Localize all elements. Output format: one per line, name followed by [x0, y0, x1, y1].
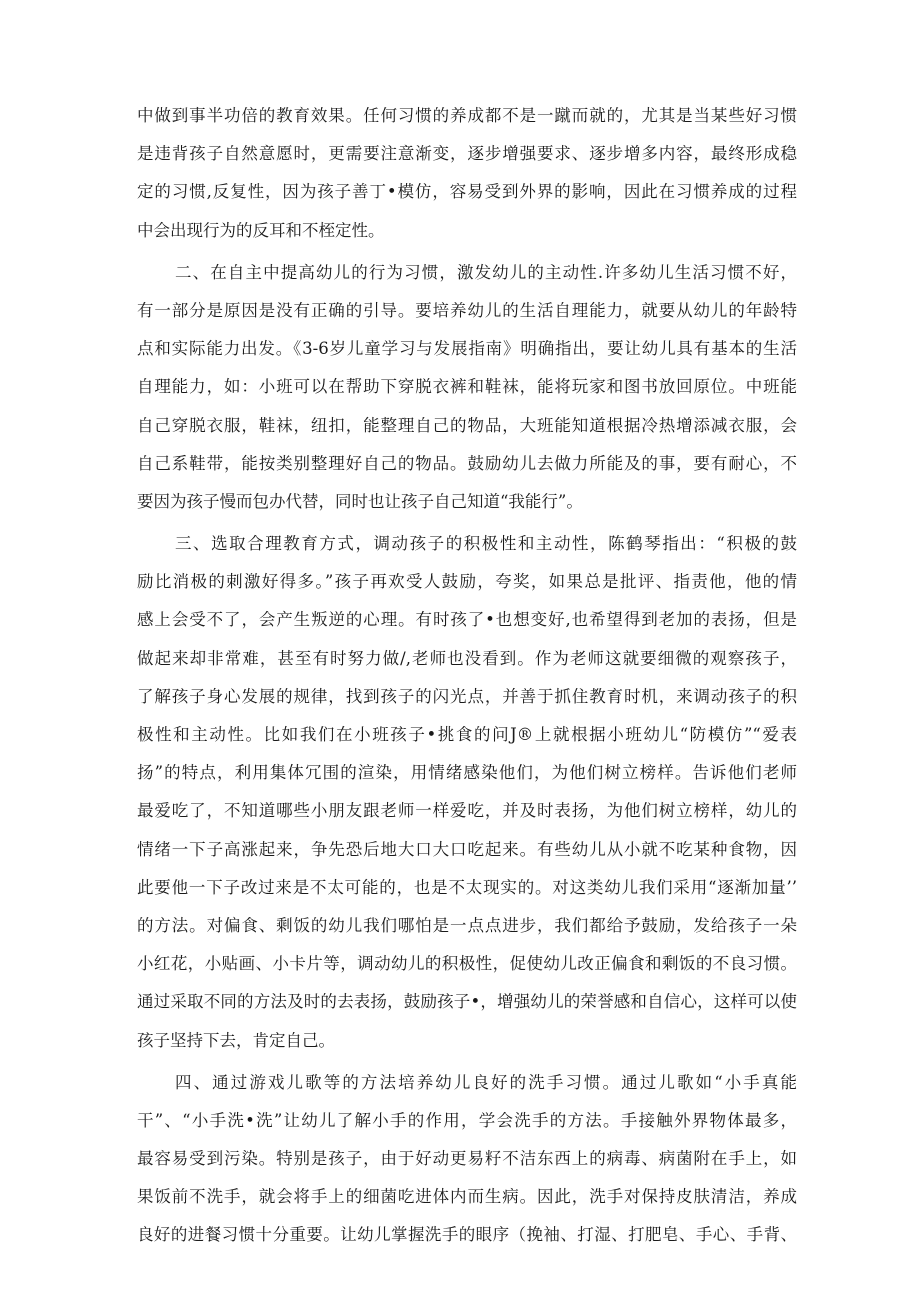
p2-line-9: 情绪一下子高涨起来，争先恐后地大口大口吃起来。有些幼儿从小就不吃某种食物，因 — [137, 839, 797, 859]
p1-line-1: 二、在自主中提高幼儿的行为习惯，激发幼儿的主动性.许多幼儿生活习惯不好， — [175, 262, 797, 282]
p1-line-3: 点和实际能力出发。《3-6岁儿童学习与发展指南》明确指出，要让幼儿具有基本的生活 — [137, 339, 797, 359]
p2-line-1: 三、选取合理教育方式，调动孩子的积极性和主动性，陈鹤琴指出：“积极的鼓 — [175, 534, 797, 554]
p2-line-12: 小红花，小贴画、小卡片等，调动幼儿的积极性，促使幼儿改正偏食和剩饭的不良习惯。 — [137, 954, 797, 974]
p2-line-3: 感上会受不了，会产生叛逆的心理。有时孩了•也想变好,也希望得到老加的表扬，但是 — [137, 610, 797, 630]
p3-line-5: 良好的进餐习惯十分重要。让幼儿掌握洗手的眼序（挽袖、打湿、打肥皂、手心、手背、 — [137, 1225, 797, 1245]
p2-line-11: 的方法。对偏食、剩饭的幼儿我们哪怕是一点点进步，我们都给予鼓励，发给孩子一朵 — [137, 915, 797, 935]
p1-line-2: 有一部分是原因是没有正确的引导。要培养幼儿的生活自理能力，就要从幼儿的年龄特 — [137, 300, 797, 320]
p1-line-6: 自己系鞋带，能按类别整理好自己的物品。鼓励幼儿去做力所能及的事，要有耐心，不 — [137, 453, 797, 473]
p0-line-3: 定的习惯,反复性，因为孩子善丁•模仿，容易受到外界的影响，因此在习惯养成的过程 — [137, 182, 797, 202]
p0-line-2: 是违背孩子自然意愿时，更需要注意渐变，逐步增强要求、逐步增多内容，最终形成稳 — [137, 144, 797, 164]
p2-line-2: 励比消极的刺激好得多。”孩子再欢受人鼓励，夸奖，如果总是批评、指责他，他的情 — [137, 572, 797, 592]
p2-line-13: 通过采取不同的方法及时的去表扬，鼓励孩子•，增强幼儿的荣誉感和自信心，这样可以使 — [137, 992, 797, 1012]
p2-line-8: 最爱吃了，不知道哪些小朋友跟老师一样爱吃，并及时表扬，为他们树立榜样，幼儿的 — [137, 801, 797, 821]
p2-line-6: 极性和主动性。比如我们在小班孩子•挑食的问J®上就根据小班幼儿“防模仿”“爱表 — [137, 725, 797, 744]
document-body — [137, 97, 797, 1255]
p2-line-4: 做起来却非常难，甚至有时努力做/,老师也没看到。作为老师这就要细微的观察孩子， — [137, 648, 797, 668]
p3-line-2: 干”、“小手洗•洗”让幼儿了解小手的作用，学会洗手的方法。手接触外界物体最多， — [137, 1110, 797, 1130]
p2-line-5: 了解孩子身心发展的规律，找到孩子的闪光点，并善于抓住教育时机，来调动孩子的积 — [137, 686, 797, 706]
p2-line-10: 此要他一下子改过来是不太可能的，也是不太现实的。对这类幼儿我们采用“逐渐加量’’ — [137, 877, 797, 897]
p1-line-5: 自己穿脱衣服，鞋袜，纽扣，能整理自己的物品，大班能知道根据冷热增添减衣服，会 — [137, 415, 797, 435]
p1-line-7: 要因为孩子慢而包办代替，同时也让孩子自己知道“我能行”。 — [137, 491, 583, 511]
p3-line-3: 最容易受到污染。特别是孩子，由于好动更易籽不洁东西上的病毒、病菌附在手上，如 — [137, 1149, 797, 1169]
p3-line-1: 四、通过游戏儿歌等的方法培养幼儿良好的洗手习惯。通过儿歌如“小手真能 — [175, 1072, 797, 1092]
p0-line-4: 中会出现行为的反耳和不桎定性。 — [137, 220, 385, 240]
p2-line-7: 扬”的特点，利用集体冗围的渲染，用情绪感染他们，为他们树立榜样。告诉他们老师 — [137, 763, 797, 783]
p3-line-4: 果饭前不洗手，就会将手上的细菌吃进体内而生病。因此，洗手对保持皮肤清洁，养成 — [137, 1187, 797, 1207]
p0-line-1: 中做到事半功倍的教育效果。任何习惯的养成都不是一蹴而就的，尤其是当某些好习惯 — [137, 106, 797, 125]
p2-line-14: 孩子坚持下去，肯定自己。 — [137, 1030, 335, 1050]
p1-line-4: 自理能力，如：小班可以在帮助下穿脱衣裤和鞋袜，能将玩家和图书放回原位。中班能 — [137, 377, 797, 397]
